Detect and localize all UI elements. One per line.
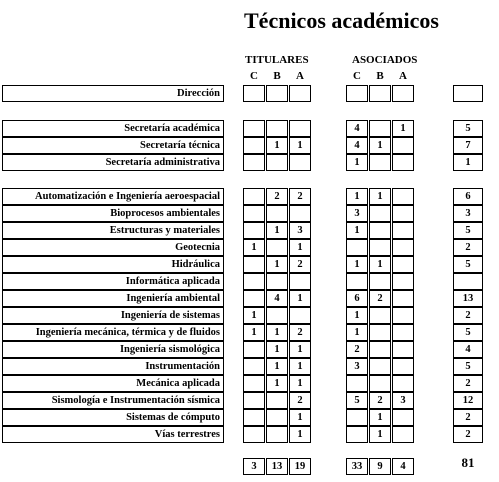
- table-cell: [392, 426, 414, 443]
- table-cell: [243, 358, 265, 375]
- table-cell: 2: [369, 392, 391, 409]
- table-cell: [369, 205, 391, 222]
- table-cell: [266, 426, 288, 443]
- table-cell: [243, 137, 265, 154]
- row-label: Secretaría administrativa: [2, 154, 224, 171]
- row-total-cell: 2: [453, 239, 483, 256]
- table-cell: [243, 273, 265, 290]
- table-cell: 1: [346, 188, 368, 205]
- table-cell: [346, 273, 368, 290]
- table-cell: [392, 222, 414, 239]
- table-cell: [392, 307, 414, 324]
- grand-total: 81: [461, 455, 475, 470]
- table-cell: [346, 85, 368, 102]
- row-total-cell: 7: [453, 137, 483, 154]
- table-cell: [289, 154, 311, 171]
- row-label: Sistemas de cómputo: [2, 409, 224, 426]
- table-cell: [369, 341, 391, 358]
- table-cell: [243, 426, 265, 443]
- table-cell: 4: [346, 120, 368, 137]
- table-cell: [392, 137, 414, 154]
- row-total-cell: 2: [453, 426, 483, 443]
- column-total-cell: 19: [289, 458, 311, 475]
- table-cell: 1: [289, 426, 311, 443]
- column-total-cell: 13: [266, 458, 288, 475]
- table-cell: 2: [369, 290, 391, 307]
- table-cell: [392, 188, 414, 205]
- column-header: B: [273, 70, 281, 82]
- row-total-cell: 13: [453, 290, 483, 307]
- table-cell: 2: [289, 392, 311, 409]
- table-cell: 1: [289, 290, 311, 307]
- table-cell: 1: [346, 256, 368, 273]
- column-total-cell: 33: [346, 458, 368, 475]
- table-cell: [392, 239, 414, 256]
- table-cell: 1: [266, 358, 288, 375]
- column-header: C: [250, 70, 258, 82]
- table-cell: [243, 205, 265, 222]
- table-cell: [392, 409, 414, 426]
- row-label: Ingeniería sismológica: [2, 341, 224, 358]
- table-cell: [243, 409, 265, 426]
- table-cell: [243, 85, 265, 102]
- row-label: Mecánica aplicada: [2, 375, 224, 392]
- table-cell: 1: [289, 375, 311, 392]
- table-cell: [266, 239, 288, 256]
- table-cell: 1: [289, 409, 311, 426]
- table-cell: [346, 239, 368, 256]
- column-total-cell: 3: [243, 458, 265, 475]
- column-total-cell: 9: [369, 458, 391, 475]
- row-label: Bioprocesos ambientales: [2, 205, 224, 222]
- row-total-cell: 4: [453, 341, 483, 358]
- table-cell: 1: [289, 358, 311, 375]
- table-cell: 1: [346, 307, 368, 324]
- table-cell: [289, 273, 311, 290]
- table-cell: [369, 154, 391, 171]
- row-total-cell: 2: [453, 375, 483, 392]
- table-cell: 1: [266, 256, 288, 273]
- row-total-cell: [453, 85, 483, 102]
- table-cell: [369, 239, 391, 256]
- table-cell: 1: [266, 137, 288, 154]
- row-total-cell: 6: [453, 188, 483, 205]
- table-cell: [243, 154, 265, 171]
- table-cell: [243, 290, 265, 307]
- row-label: Geotecnia: [2, 239, 224, 256]
- table-cell: 2: [266, 188, 288, 205]
- table-cell: 6: [346, 290, 368, 307]
- row-label: Dirección: [2, 85, 224, 102]
- table-cell: [369, 120, 391, 137]
- row-label: Estructuras y materiales: [2, 222, 224, 239]
- table-cell: [369, 222, 391, 239]
- table-cell: [369, 358, 391, 375]
- row-label: Ingeniería de sistemas: [2, 307, 224, 324]
- table-cell: [243, 222, 265, 239]
- row-label: Ingeniería mecánica, térmica y de fluidos: [2, 324, 224, 341]
- column-total-cell: 4: [392, 458, 414, 475]
- table-cell: [289, 307, 311, 324]
- table-cell: 2: [346, 341, 368, 358]
- table-cell: 1: [369, 256, 391, 273]
- table-cell: 3: [346, 205, 368, 222]
- table-cell: [243, 120, 265, 137]
- row-total-cell: 3: [453, 205, 483, 222]
- row-label: Ingeniería ambiental: [2, 290, 224, 307]
- table-cell: [346, 426, 368, 443]
- table-cell: 1: [369, 409, 391, 426]
- row-total-cell: 2: [453, 307, 483, 324]
- column-header: A: [296, 70, 304, 82]
- table-cell: 1: [243, 324, 265, 341]
- table-cell: [369, 375, 391, 392]
- table-cell: 3: [392, 392, 414, 409]
- table-cell: [392, 341, 414, 358]
- table-cell: [369, 273, 391, 290]
- row-total-cell: 5: [453, 222, 483, 239]
- table-cell: 1: [289, 239, 311, 256]
- row-total-cell: 12: [453, 392, 483, 409]
- table-cell: [392, 324, 414, 341]
- table-cell: 1: [369, 426, 391, 443]
- row-total-cell: [453, 273, 483, 290]
- table-cell: 5: [346, 392, 368, 409]
- table-cell: 1: [289, 137, 311, 154]
- table-cell: 1: [266, 324, 288, 341]
- table-cell: [369, 307, 391, 324]
- table-cell: 1: [266, 375, 288, 392]
- table-cell: 1: [346, 154, 368, 171]
- table-cell: 1: [289, 341, 311, 358]
- table-cell: [392, 154, 414, 171]
- table-cell: 1: [369, 188, 391, 205]
- table-cell: [266, 85, 288, 102]
- column-header: B: [376, 70, 384, 82]
- table-cell: [369, 85, 391, 102]
- table-cell: [266, 307, 288, 324]
- table-cell: 3: [289, 222, 311, 239]
- table-cell: 1: [346, 324, 368, 341]
- table-cell: [266, 205, 288, 222]
- table-cell: 2: [289, 188, 311, 205]
- row-label: Informática aplicada: [2, 273, 224, 290]
- table-cell: [266, 154, 288, 171]
- table-cell: 1: [266, 341, 288, 358]
- table-cell: [243, 256, 265, 273]
- row-label: Secretaría técnica: [2, 137, 224, 154]
- row-total-cell: 5: [453, 358, 483, 375]
- table-cell: [266, 409, 288, 426]
- row-label: Hidráulica: [2, 256, 224, 273]
- table-cell: [346, 409, 368, 426]
- table-cell: [243, 341, 265, 358]
- table-cell: [392, 375, 414, 392]
- table-cell: 1: [243, 239, 265, 256]
- table-cell: [289, 205, 311, 222]
- column-header: A: [399, 70, 407, 82]
- table-cell: [289, 120, 311, 137]
- row-label: Sismología e Instrumentación sísmica: [2, 392, 224, 409]
- row-label: Instrumentación: [2, 358, 224, 375]
- group-header-titulares: TITULARES: [245, 54, 309, 66]
- table-cell: 2: [289, 256, 311, 273]
- row-total-cell: 2: [453, 409, 483, 426]
- row-total-cell: 5: [453, 120, 483, 137]
- group-header-asociados: ASOCIADOS: [352, 54, 418, 66]
- table-cell: 1: [346, 222, 368, 239]
- table-cell: 1: [392, 120, 414, 137]
- table-cell: [266, 273, 288, 290]
- table-cell: 1: [369, 137, 391, 154]
- table-cell: [392, 273, 414, 290]
- row-label: Secretaría académica: [2, 120, 224, 137]
- page-title: Técnicos académicos: [244, 8, 439, 33]
- table-cell: 2: [289, 324, 311, 341]
- row-total-cell: 5: [453, 256, 483, 273]
- table-cell: 1: [243, 307, 265, 324]
- table-cell: 4: [346, 137, 368, 154]
- table-cell: 1: [266, 222, 288, 239]
- table-cell: 4: [266, 290, 288, 307]
- table-cell: [243, 375, 265, 392]
- table-cell: [243, 188, 265, 205]
- column-header: C: [353, 70, 361, 82]
- table-cell: [266, 392, 288, 409]
- table-cell: [392, 358, 414, 375]
- table-cell: [392, 85, 414, 102]
- table-cell: [369, 324, 391, 341]
- table-cell: [289, 85, 311, 102]
- table-cell: [392, 290, 414, 307]
- table-cell: [243, 392, 265, 409]
- table-cell: [266, 120, 288, 137]
- table-cell: [392, 205, 414, 222]
- row-label: Vías terrestres: [2, 426, 224, 443]
- row-total-cell: 5: [453, 324, 483, 341]
- row-total-cell: 1: [453, 154, 483, 171]
- table-cell: [346, 375, 368, 392]
- table-cell: 3: [346, 358, 368, 375]
- row-label: Automatización e Ingeniería aeroespacial: [2, 188, 224, 205]
- table-cell: [392, 256, 414, 273]
